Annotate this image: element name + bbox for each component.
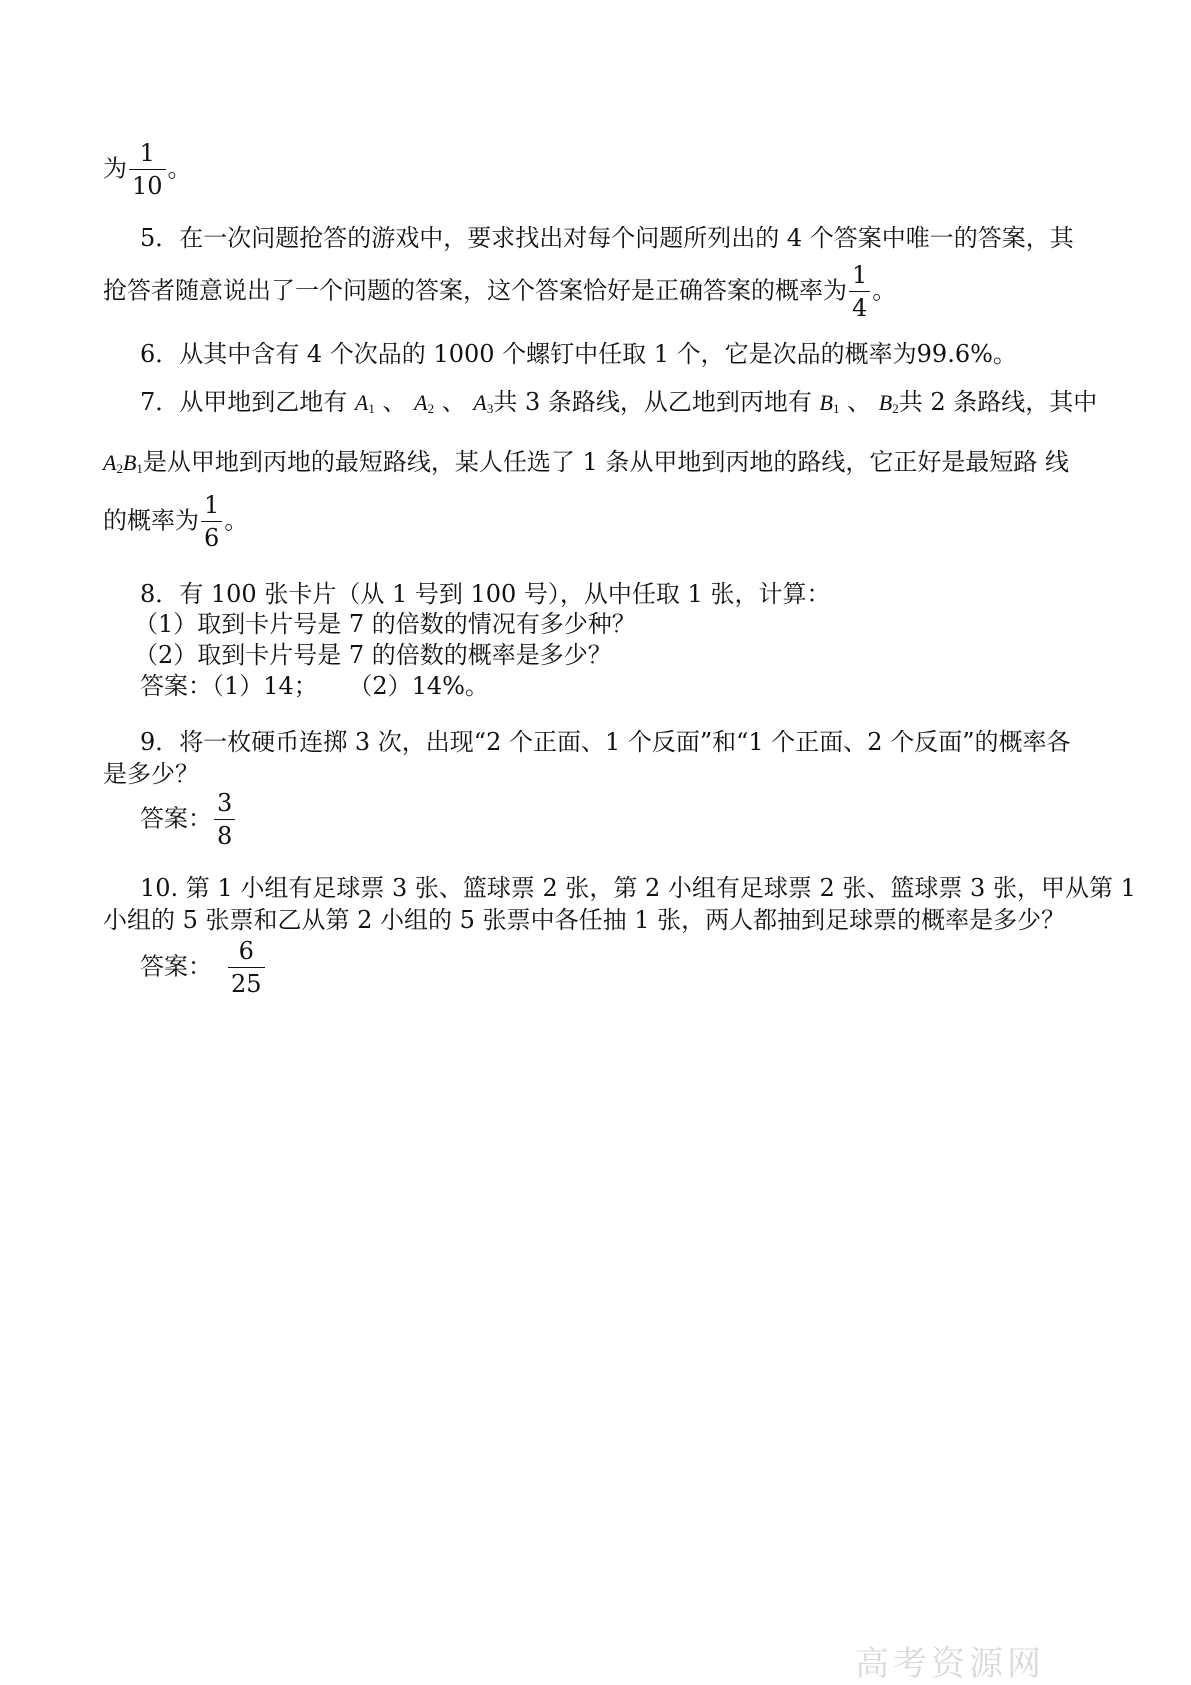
route-a2b1: $A_2B_1$ xyxy=(103,450,143,476)
q9-fraction: $\frac{3}{8}$ xyxy=(214,790,235,850)
q7-line1: 7．从甲地到乙地有 $A_1$ 、 $A_2$ 、 $A_3$共 3 条路线，从乙地到丙地有 $B_1$ 、 $B_2$共 2 条路线，其中 xyxy=(140,388,1098,416)
route-a1: $A_1$ xyxy=(354,390,375,416)
q7-line3: 的概率为 $\frac{1}{6}$ 。 xyxy=(103,491,249,553)
q7-fraction: $\frac{1}{6}$ xyxy=(201,492,222,552)
intro-text: 为 xyxy=(103,154,127,183)
q8-sub2: （2）取到卡片号是 7 的倍数的概率是多少？ xyxy=(134,641,612,669)
q5-line2: 抢答者随意说出了一个问题的答案，这个答案恰好是正确答案的概率为 $\frac{1}{4}$ 。 xyxy=(103,261,897,323)
q5-line1: 5．在一次问题抢答的游戏中，要求找出对每个问题所列出的 4 个答案中唯一的答案，其 xyxy=(140,224,1074,252)
q8-line1: 8．有 100 张卡片（从 1 号到 100 号），从中任取 1 张，计算： xyxy=(140,580,831,608)
q10-line1: 10. 第 1 小组有足球票 3 张、篮球票 2 张，第 2 小组有足球票 2 张、篮球票 3 张，甲从第 1 xyxy=(140,874,1136,902)
q10-fraction: $\frac{6}{25}$ xyxy=(228,938,265,998)
q9-answer: 答案： $\frac{3}{8}$ xyxy=(140,790,237,850)
route-a2: $A_2$ xyxy=(414,390,435,416)
q10-line2: 小组的 5 张票和乙从第 2 小组的 5 张票中各任抽 1 张，两人都抽到足球票的概率是多少？ xyxy=(103,906,1066,934)
q10-answer: 答案： $\frac{6}{25}$ xyxy=(140,938,267,998)
route-b1: $B_1$ xyxy=(819,390,840,416)
intro-fraction: $\frac{1}{10}$ xyxy=(129,140,166,200)
watermark: 高考资源网 xyxy=(855,1644,1045,1684)
q9-line1: 9．将一枚硬币连掷 3 次，出现“2 个正面、1 个反面”和“1 个正面、2 个反面”的概率各 xyxy=(140,728,1071,756)
intro-line: 为 $\frac{1}{10}$ 。 xyxy=(103,139,192,201)
route-b2: $B_2$ xyxy=(878,390,899,416)
q8-sub1: （1）取到卡片号是 7 的倍数的情况有多少种？ xyxy=(134,610,636,638)
q8-answer: 答案：（1）14； （2）14%。 xyxy=(140,672,489,700)
q5-fraction: $\frac{1}{4}$ xyxy=(849,262,870,322)
q6-line1: 6．从其中含有 4 个次品的 1000 个螺钉中任取 1 个，它是次品的概率为99.6%。 xyxy=(140,340,1017,368)
q9-line2: 是多少？ xyxy=(103,760,199,788)
route-a3: $A_3$ xyxy=(473,390,494,416)
q7-line2: $A_2B_1$是从甲地到丙地的最短路线，某人任选了 1 条从甲地到丙地的路线，它正好是最短路 线 xyxy=(103,448,1070,476)
